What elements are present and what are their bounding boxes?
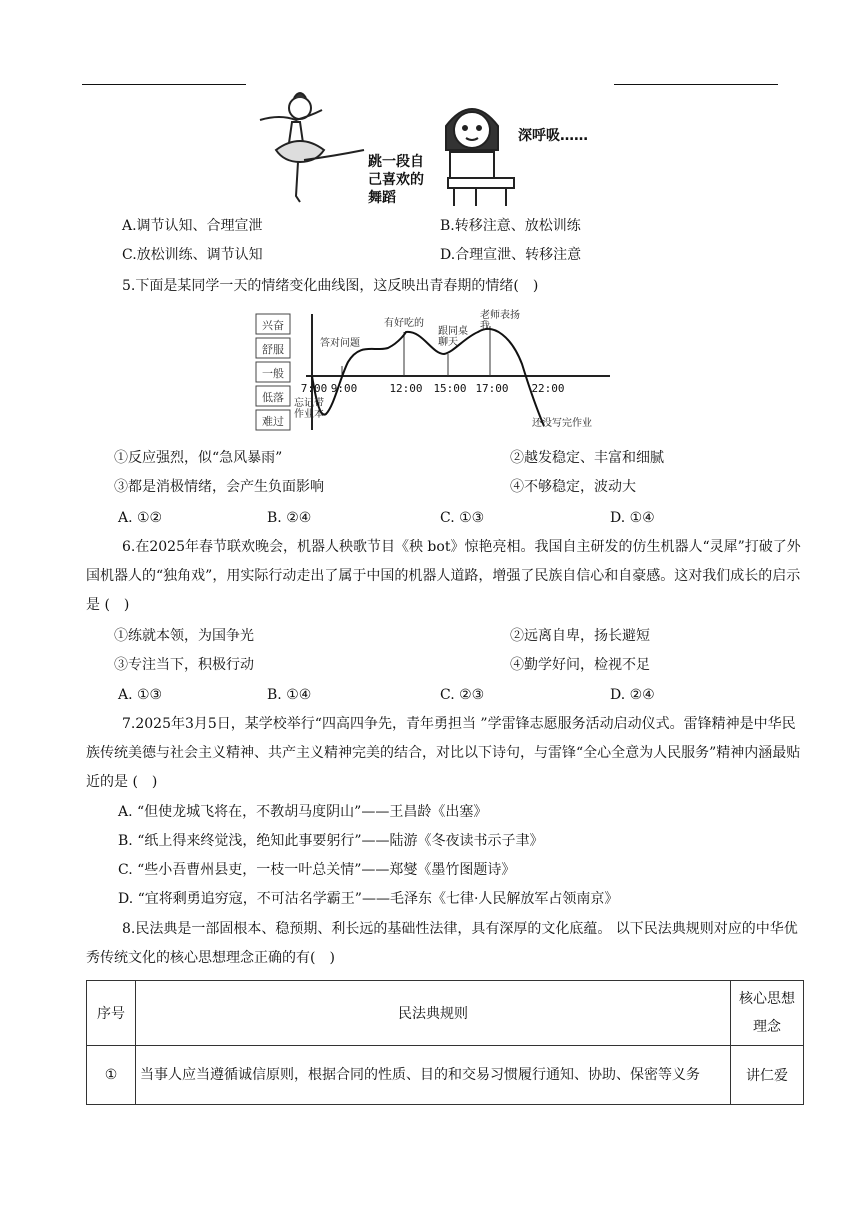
q5-choice-b: B. ②④	[267, 510, 312, 526]
q5-stem: 5.下面是某同学一天的情绪变化曲线图，这反映出青春期的情绪( )	[122, 278, 539, 294]
chart-annotation: 老师表扬我	[480, 310, 520, 332]
q6-stem: 6.在2025年春节联欢晚会，机器人秧歌节目《秧 bot》惊艳亮相。我国自主研发的仿生机器人“灵犀”打破了外国机器人的“独角戏”，用实际行动走出了属于中国的机器人道路，增强了民族自信心和自豪感。这对我们成长的启示是 ( )	[86, 539, 801, 613]
y-level-label: 难过	[262, 415, 284, 428]
q7-option-b: B. “纸上得来终觉浅，绝知此事要躬行”——陆游《冬夜读书示子聿》	[118, 833, 544, 849]
q5-choice-a: A. ①②	[118, 510, 163, 526]
q6-choice-a: A. ①③	[118, 687, 163, 703]
q7-stem: 7.2025年3月5日，某学校举行“四高四争先，青年勇担当 ”学雷锋志愿服务活动启动仪式。雷锋精神是中华民族传统美德与社会主义精神、共产主义精神完美的结合，对比以下诗句，与雷锋“全心全意为人民服务”精神内涵最贴近的是 ( )	[86, 716, 801, 790]
q4-option-d: D.合理宣泄、转移注意	[440, 247, 582, 263]
header-rule-left	[82, 84, 246, 85]
y-level-label: 一般	[262, 367, 284, 380]
x-tick-label: 15:00	[433, 382, 467, 395]
q5-choice-d: D. ①④	[610, 510, 655, 526]
header-cell-index: 序号	[87, 981, 136, 1046]
breath-caption: 深呼吸……	[518, 128, 588, 144]
header-rule-right	[614, 84, 778, 85]
y-level-label: 低落	[262, 391, 284, 404]
chart-annotation: 有好吃的	[384, 318, 424, 329]
x-tick-label: 22:00	[531, 382, 565, 395]
x-tick-label: 17:00	[475, 382, 509, 395]
q5-statement-3: ③都是消极情绪，会产生负面影响	[114, 479, 324, 495]
table-header-row	[87, 981, 804, 1046]
y-level-label: 舒服	[262, 343, 284, 356]
q8-table	[86, 980, 804, 1105]
chart-annotation: 忘记带作业本	[294, 398, 324, 420]
q5-statement-2: ②越发稳定、丰富和细腻	[510, 450, 664, 466]
dancer-figure	[260, 93, 364, 202]
q6-choice-c: C. ②③	[440, 687, 485, 703]
q6-choice-d: D. ②④	[610, 687, 655, 703]
sitting-girl-figure	[446, 109, 514, 206]
row-concept: 讲仁爱	[731, 1046, 804, 1105]
x-tick-label: 12:00	[389, 382, 423, 395]
header-cell-concept: 核心思想理念	[731, 981, 804, 1046]
header-cell-rule: 民法典规则	[136, 981, 731, 1046]
q7-option-d: D. “宜将剩勇追穷寇，不可沽名学霸王”——毛泽东《七律·人民解放军占领南京》	[118, 891, 619, 907]
row-index: ①	[87, 1046, 136, 1105]
chart-annotation: 跟同桌聊天	[438, 326, 468, 348]
emotion-curve-chart	[254, 308, 614, 438]
q7-option-c: C. “些小吾曹州县吏，一枝一叶总关情”——郑燮《墨竹图题诗》	[118, 862, 516, 878]
q5-statement-4: ④不够稳定，波动大	[510, 479, 636, 495]
chart-annotation: 还没写完作业	[532, 418, 592, 429]
q8-stem: 8.民法典是一部固根本、稳预期、利长远的基础性法律，具有深厚的文化底蕴。 以下民法典规则对应的中华优秀传统文化的核心思想理念正确的有( )	[86, 921, 798, 966]
illustration-image	[250, 86, 620, 210]
q6-statement-4: ④勤学好问，检视不足	[510, 657, 650, 673]
dancer-caption-line1: 跳一段自	[368, 154, 424, 170]
x-tick-label: 9:00	[330, 382, 358, 395]
q6-statement-1: ①练就本领，为国争光	[114, 628, 254, 644]
q4-option-a: A.调节认知、合理宣泄	[122, 218, 263, 234]
q4-option-c: C.放松训练、调节认知	[122, 247, 263, 263]
q7-option-a: A. “但使龙城飞将在，不教胡马度阴山”——王昌龄《出塞》	[118, 804, 488, 820]
x-tick-label: 7:00	[300, 382, 328, 395]
row-rule: 当事人应当遵循诚信原则，根据合同的性质、目的和交易习惯履行通知、协助、保密等义务	[136, 1046, 731, 1105]
q5-statement-1: ①反应强烈，似“急风暴雨”	[114, 450, 283, 466]
q6-statement-2: ②远离自卑，扬长避短	[510, 628, 650, 644]
chart-annotation: 答对问题	[320, 338, 360, 349]
y-level-label: 兴奋	[262, 319, 284, 332]
q4-option-b: B.转移注意、放松训练	[440, 218, 581, 234]
dancer-caption-line2: 己喜欢的	[368, 172, 424, 188]
dancer-caption-line3: 舞蹈	[368, 190, 396, 206]
q5-choice-c: C. ①③	[440, 510, 485, 526]
table-row	[87, 1046, 804, 1105]
q6-choice-b: B. ①④	[267, 687, 312, 703]
q6-statement-3: ③专注当下，积极行动	[114, 657, 254, 673]
